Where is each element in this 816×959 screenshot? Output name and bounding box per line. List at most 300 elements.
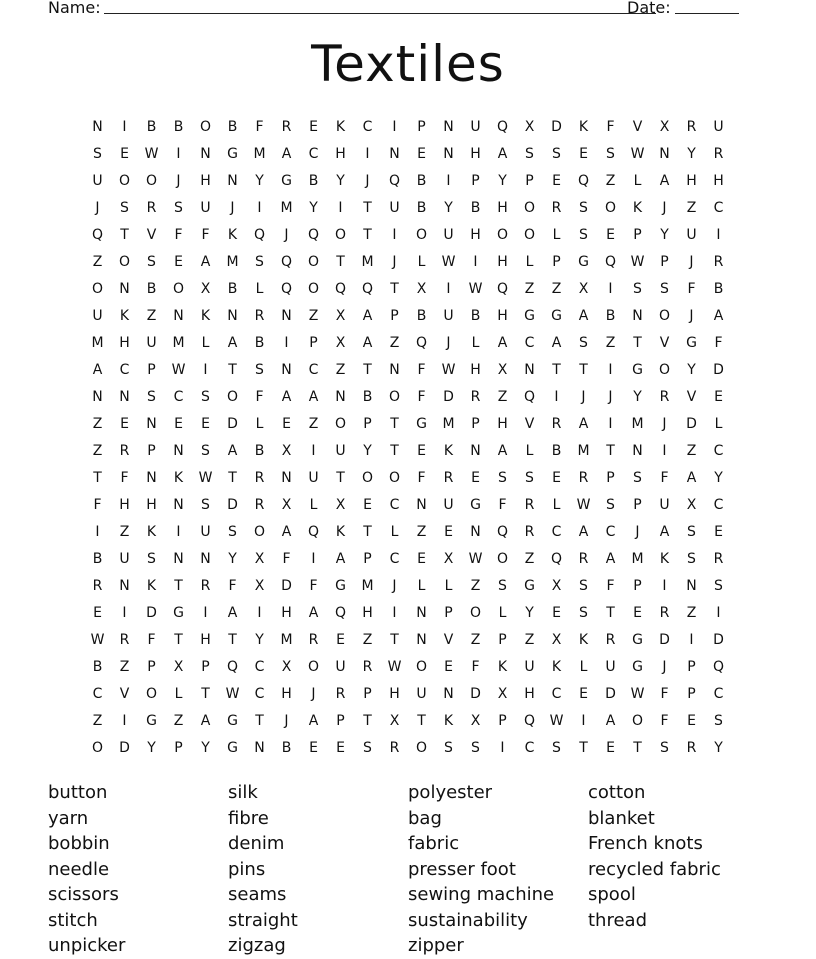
grid-letter: G xyxy=(524,307,535,324)
grid-letter: M xyxy=(442,415,455,432)
grid-letter: J xyxy=(365,172,370,189)
grid-letter: R xyxy=(713,253,724,270)
grid-letter: M xyxy=(577,442,590,459)
grid-letter: E xyxy=(201,415,210,432)
grid-letter: K xyxy=(146,577,157,594)
grid-letter: U xyxy=(200,523,211,540)
grid-letter: K xyxy=(578,631,589,648)
grid-letter: O xyxy=(496,550,509,567)
grid-letter: S xyxy=(201,496,210,513)
grid-letter: X xyxy=(254,577,265,594)
word-list-item: spool xyxy=(588,884,636,905)
grid-letter: U xyxy=(389,199,400,216)
grid-letter: S xyxy=(471,739,480,756)
grid-letter: O xyxy=(91,280,104,297)
word-list xyxy=(48,780,788,959)
grid-letter: P xyxy=(147,442,156,459)
grid-letter: J xyxy=(284,226,289,243)
grid-letter: R xyxy=(443,469,454,486)
grid-letter: E xyxy=(687,712,696,729)
grid-letter: F xyxy=(471,658,480,675)
grid-letter: Z xyxy=(686,199,697,216)
grid-letter: M xyxy=(631,415,644,432)
grid-letter: M xyxy=(253,145,266,162)
grid-letter: R xyxy=(254,307,265,324)
grid-letter: A xyxy=(227,334,238,351)
grid-letter: Z xyxy=(173,712,184,729)
grid-letter: H xyxy=(497,199,508,216)
grid-letter: W xyxy=(441,361,456,378)
grid-letter: G xyxy=(281,172,292,189)
grid-letter: S xyxy=(714,577,723,594)
word-list-item: unpicker xyxy=(48,935,126,956)
grid-letter: Q xyxy=(226,658,239,675)
grid-letter: P xyxy=(471,172,480,189)
grid-letter: Q xyxy=(496,118,509,135)
grid-letter: I xyxy=(176,145,181,162)
grid-letter: A xyxy=(281,145,292,162)
grid-letter: R xyxy=(308,631,319,648)
grid-letter: N xyxy=(686,577,697,594)
name-line[interactable] xyxy=(104,13,656,14)
grid-letter: U xyxy=(443,496,454,513)
word-list-item: silk xyxy=(228,782,258,803)
grid-letter: F xyxy=(417,469,426,486)
grid-letter: Y xyxy=(309,199,318,216)
grid-letter: S xyxy=(633,280,642,297)
grid-letter: C xyxy=(551,685,562,702)
grid-letter: O xyxy=(658,307,671,324)
grid-letter: R xyxy=(254,469,265,486)
grid-letter: J xyxy=(230,199,235,216)
grid-letter: H xyxy=(497,253,508,270)
grid-letter: T xyxy=(363,523,372,540)
grid-letter: X xyxy=(551,631,562,648)
grid-letter: I xyxy=(473,253,478,270)
grid-letter: I xyxy=(581,712,586,729)
letter-grid xyxy=(84,113,732,761)
grid-letter: O xyxy=(604,199,617,216)
grid-letter: N xyxy=(227,172,238,189)
grid-letter: N xyxy=(173,307,184,324)
grid-letter: J xyxy=(176,172,181,189)
grid-letter: T xyxy=(579,361,588,378)
grid-letter: O xyxy=(388,388,401,405)
grid-letter: I xyxy=(257,604,262,621)
grid-letter: S xyxy=(660,739,669,756)
grid-letter: N xyxy=(92,118,103,135)
grid-letter: G xyxy=(227,712,238,729)
grid-letter: X xyxy=(524,118,535,135)
grid-letter: C xyxy=(605,523,616,540)
grid-letter: J xyxy=(608,388,613,405)
grid-letter: C xyxy=(254,685,265,702)
grid-letter: S xyxy=(201,442,210,459)
grid-letter: S xyxy=(606,145,615,162)
grid-letter: P xyxy=(552,253,561,270)
grid-letter: Y xyxy=(255,631,264,648)
grid-letter: A xyxy=(578,415,589,432)
grid-letter: R xyxy=(524,496,535,513)
grid-letter: R xyxy=(362,658,373,675)
grid-letter: S xyxy=(579,604,588,621)
grid-letter: J xyxy=(662,658,667,675)
grid-letter: T xyxy=(633,739,642,756)
grid-letter: T xyxy=(228,361,237,378)
grid-letter: P xyxy=(363,415,372,432)
grid-letter: O xyxy=(118,172,131,189)
grid-letter: U xyxy=(659,496,670,513)
grid-letter: B xyxy=(470,307,481,324)
grid-letter: G xyxy=(632,631,643,648)
grid-letter: Q xyxy=(307,523,320,540)
grid-letter: D xyxy=(227,415,238,432)
grid-letter: K xyxy=(551,658,562,675)
grid-letter: O xyxy=(523,226,536,243)
grid-letter: S xyxy=(579,199,588,216)
grid-letter: U xyxy=(443,226,454,243)
grid-letter: F xyxy=(417,388,426,405)
grid-letter: S xyxy=(660,280,669,297)
grid-letter: I xyxy=(176,523,181,540)
grid-letter: Q xyxy=(253,226,266,243)
grid-letter: G xyxy=(227,739,238,756)
grid-letter: T xyxy=(606,604,615,621)
grid-letter: T xyxy=(120,226,129,243)
grid-letter: T xyxy=(174,631,183,648)
grid-letter: O xyxy=(334,226,347,243)
date-line[interactable] xyxy=(675,13,739,14)
grid-letter: U xyxy=(146,334,157,351)
grid-letter: A xyxy=(335,550,346,567)
grid-letter: E xyxy=(93,604,102,621)
grid-letter: O xyxy=(118,253,131,270)
grid-letter: H xyxy=(200,631,211,648)
grid-letter: E xyxy=(174,415,183,432)
grid-letter: T xyxy=(363,712,372,729)
grid-letter: H xyxy=(200,172,211,189)
grid-letter: O xyxy=(361,469,374,486)
grid-letter: N xyxy=(92,388,103,405)
grid-letter: U xyxy=(713,118,724,135)
grid-letter: B xyxy=(308,172,319,189)
grid-letter: Z xyxy=(335,361,346,378)
grid-letter: I xyxy=(284,334,289,351)
grid-letter: F xyxy=(147,631,156,648)
grid-letter: X xyxy=(335,334,346,351)
grid-letter: W xyxy=(90,631,105,648)
grid-letter: R xyxy=(578,469,589,486)
grid-letter: W xyxy=(468,280,483,297)
grid-letter: X xyxy=(200,280,211,297)
word-list-item: denim xyxy=(228,833,285,854)
grid-letter: W xyxy=(171,361,186,378)
grid-letter: A xyxy=(659,523,670,540)
grid-letter: A xyxy=(578,523,589,540)
grid-letter: E xyxy=(606,739,615,756)
grid-letter: E xyxy=(417,442,426,459)
grid-letter: S xyxy=(174,199,183,216)
grid-letter: O xyxy=(469,604,482,621)
grid-letter: S xyxy=(147,388,156,405)
date-label: Date: xyxy=(627,0,671,17)
grid-letter: A xyxy=(605,550,616,567)
grid-letter: N xyxy=(389,361,400,378)
grid-letter: N xyxy=(173,550,184,567)
grid-letter: Z xyxy=(146,307,157,324)
grid-letter: S xyxy=(633,469,642,486)
grid-letter: C xyxy=(524,334,535,351)
grid-letter: F xyxy=(714,334,723,351)
grid-letter: K xyxy=(227,226,238,243)
grid-letter: Q xyxy=(550,550,563,567)
grid-letter: M xyxy=(172,334,185,351)
grid-letter: I xyxy=(311,550,316,567)
word-list-item xyxy=(588,933,768,959)
grid-letter: T xyxy=(606,442,615,459)
grid-letter: I xyxy=(392,118,397,135)
grid-letter: L xyxy=(390,523,399,540)
grid-letter: R xyxy=(551,415,562,432)
grid-letter: O xyxy=(307,253,320,270)
grid-letter: M xyxy=(226,253,239,270)
grid-letter: B xyxy=(713,280,724,297)
grid-letter: P xyxy=(498,631,507,648)
grid-letter: V xyxy=(686,388,697,405)
grid-letter: A xyxy=(578,307,589,324)
grid-letter: N xyxy=(119,388,130,405)
word-list-item: bag xyxy=(408,807,442,829)
grid-letter: L xyxy=(552,496,561,513)
grid-letter: N xyxy=(632,307,643,324)
grid-letter: I xyxy=(203,361,208,378)
grid-letter: F xyxy=(93,496,102,513)
grid-letter: N xyxy=(524,361,535,378)
grid-letter: Y xyxy=(444,199,453,216)
grid-letter: F xyxy=(606,577,615,594)
grid-letter: H xyxy=(362,604,373,621)
grid-letter: X xyxy=(335,307,346,324)
grid-letter: H xyxy=(713,172,724,189)
grid-letter: I xyxy=(365,145,370,162)
grid-letter: E xyxy=(120,145,129,162)
grid-letter: O xyxy=(496,226,509,243)
grid-letter: O xyxy=(415,739,428,756)
grid-letter: L xyxy=(417,253,426,270)
grid-letter: N xyxy=(335,388,346,405)
grid-letter: Q xyxy=(280,280,293,297)
grid-letter: P xyxy=(633,226,642,243)
grid-letter: Y xyxy=(660,226,669,243)
grid-letter: C xyxy=(713,496,724,513)
grid-letter: R xyxy=(281,118,292,135)
grid-letter: J xyxy=(284,712,289,729)
grid-letter: A xyxy=(497,145,508,162)
grid-letter: B xyxy=(227,280,238,297)
grid-letter: K xyxy=(632,199,643,216)
grid-letter: F xyxy=(201,226,210,243)
grid-letter: F xyxy=(660,469,669,486)
grid-letter: V xyxy=(524,415,535,432)
grid-letter: Z xyxy=(470,631,481,648)
grid-letter: X xyxy=(281,658,292,675)
grid-letter: Z xyxy=(92,712,103,729)
word-list-item: recycled fabric xyxy=(588,858,721,880)
word-list-item: bobbin xyxy=(48,833,110,854)
grid-letter: C xyxy=(308,361,319,378)
grid-letter: H xyxy=(335,145,346,162)
grid-letter: T xyxy=(255,712,264,729)
grid-letter: Y xyxy=(363,442,372,459)
grid-letter: B xyxy=(551,442,562,459)
grid-letter: O xyxy=(253,523,266,540)
grid-letter: R xyxy=(335,685,346,702)
grid-letter: F xyxy=(687,280,696,297)
grid-letter: L xyxy=(201,334,210,351)
grid-letter: P xyxy=(525,172,534,189)
grid-letter: Y xyxy=(336,172,345,189)
grid-letter: Z xyxy=(551,280,562,297)
grid-letter: R xyxy=(551,199,562,216)
grid-letter: Y xyxy=(525,604,534,621)
grid-letter: G xyxy=(470,496,481,513)
grid-letter: F xyxy=(228,577,237,594)
grid-letter: N xyxy=(146,469,157,486)
grid-letter: R xyxy=(524,523,535,540)
grid-letter: N xyxy=(470,442,481,459)
grid-letter: M xyxy=(91,334,104,351)
grid-letter: Z xyxy=(524,550,535,567)
grid-letter: D xyxy=(119,739,130,756)
grid-letter: I xyxy=(716,604,721,621)
grid-letter: O xyxy=(388,469,401,486)
grid-letter: Z xyxy=(308,307,319,324)
grid-letter: N xyxy=(416,604,427,621)
grid-letter: T xyxy=(228,631,237,648)
grid-letter: U xyxy=(686,226,697,243)
grid-letter: E xyxy=(714,388,723,405)
grid-letter: D xyxy=(713,361,724,378)
grid-letter: K xyxy=(335,118,346,135)
grid-letter: F xyxy=(660,685,669,702)
grid-letter: C xyxy=(119,361,130,378)
grid-letter: Z xyxy=(119,658,130,675)
grid-letter: H xyxy=(119,334,130,351)
grid-letter: T xyxy=(336,469,345,486)
word-list-item: pins xyxy=(228,858,266,880)
grid-letter: Y xyxy=(687,361,696,378)
grid-letter: G xyxy=(578,253,589,270)
grid-letter: L xyxy=(444,577,453,594)
grid-letter: A xyxy=(497,334,508,351)
grid-letter: F xyxy=(606,118,615,135)
grid-letter: U xyxy=(416,685,427,702)
grid-letter: K xyxy=(443,712,454,729)
grid-letter: H xyxy=(281,685,292,702)
grid-letter: N xyxy=(254,739,265,756)
grid-letter: N xyxy=(146,415,157,432)
grid-letter: R xyxy=(470,388,481,405)
grid-letter: B xyxy=(416,199,427,216)
grid-letter: E xyxy=(417,550,426,567)
grid-letter: D xyxy=(686,415,697,432)
grid-letter: Y xyxy=(498,172,507,189)
grid-letter: A xyxy=(200,712,211,729)
grid-letter: A xyxy=(92,361,103,378)
grid-letter: O xyxy=(307,658,320,675)
grid-letter: L xyxy=(471,334,480,351)
grid-letter: R xyxy=(119,442,130,459)
grid-letter: X xyxy=(686,496,697,513)
grid-letter: K xyxy=(146,523,157,540)
grid-letter: B xyxy=(416,172,427,189)
grid-letter: G xyxy=(524,577,535,594)
grid-letter: N xyxy=(200,145,211,162)
grid-letter: I xyxy=(257,199,262,216)
grid-letter: F xyxy=(255,118,264,135)
grid-letter: S xyxy=(255,253,264,270)
grid-letter: R xyxy=(686,739,697,756)
grid-letter: N xyxy=(659,145,670,162)
grid-letter: Z xyxy=(389,334,400,351)
grid-letter: Q xyxy=(577,172,590,189)
grid-letter: K xyxy=(578,118,589,135)
grid-letter: Q xyxy=(496,523,509,540)
grid-letter: Q xyxy=(361,280,374,297)
grid-letter: S xyxy=(201,388,210,405)
grid-letter: E xyxy=(606,226,615,243)
grid-letter: L xyxy=(255,415,264,432)
grid-letter: E xyxy=(363,496,372,513)
grid-letter: X xyxy=(443,550,454,567)
grid-letter: N xyxy=(470,523,481,540)
grid-letter: Z xyxy=(470,577,481,594)
grid-letter: A xyxy=(308,388,319,405)
grid-letter: W xyxy=(549,712,564,729)
grid-letter: Y xyxy=(714,739,723,756)
word-list-item: needle xyxy=(48,858,110,880)
grid-letter: R xyxy=(389,739,400,756)
grid-letter: N xyxy=(173,442,184,459)
grid-letter: N xyxy=(281,361,292,378)
grid-letter: J xyxy=(392,253,397,270)
grid-letter: L xyxy=(714,415,723,432)
grid-letter: S xyxy=(606,496,615,513)
grid-letter: O xyxy=(199,118,212,135)
grid-letter: D xyxy=(146,604,157,621)
grid-letter: P xyxy=(660,253,669,270)
word-list-item: stitch xyxy=(48,909,98,931)
grid-letter: M xyxy=(361,253,374,270)
grid-letter: G xyxy=(632,361,643,378)
grid-letter: D xyxy=(551,118,562,135)
grid-letter: P xyxy=(363,685,372,702)
grid-letter: T xyxy=(417,712,426,729)
grid-letter: M xyxy=(280,631,293,648)
grid-letter: O xyxy=(145,172,158,189)
grid-letter: I xyxy=(122,604,127,621)
grid-letter: X xyxy=(497,361,508,378)
grid-letter: J xyxy=(446,334,451,351)
word-list-item: presser foot xyxy=(408,858,516,880)
grid-letter: E xyxy=(336,631,345,648)
grid-letter: Z xyxy=(686,442,697,459)
word-list-item: seams xyxy=(228,884,287,905)
grid-letter: A xyxy=(362,307,373,324)
grid-letter: D xyxy=(659,631,670,648)
grid-letter: P xyxy=(633,577,642,594)
grid-letter: T xyxy=(390,631,399,648)
